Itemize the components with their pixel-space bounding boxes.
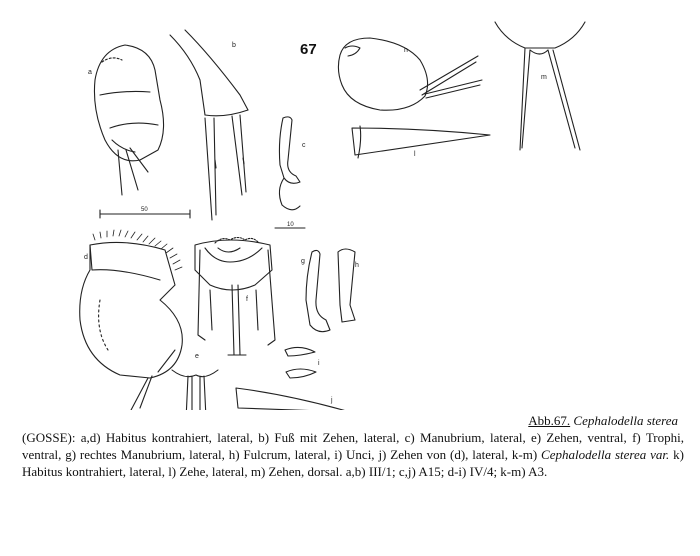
drawing-l-toe [352,126,490,158]
drawing-j-toe [236,388,350,410]
label-a: a [88,69,92,76]
drawing-i-unci [285,347,316,378]
label-f: f [246,296,248,303]
label-i: i [318,360,320,367]
drawing-e-toes [172,370,218,410]
drawing-b-foot [170,30,248,220]
label-b: b [232,42,236,49]
caption-heading [528,412,678,429]
scale-label-50: 50 [141,207,148,213]
drawing-g-manubrium [306,250,330,331]
caption-body [22,429,684,480]
scale-label-10: 10 [287,222,294,228]
label-n: n [404,47,408,54]
label-e: e [195,353,199,360]
label-g: g [301,258,305,265]
label-l: l [414,151,416,158]
label-d: d [84,254,88,261]
drawing-m-toes [495,22,585,150]
drawing-a-habitus [94,45,163,195]
drawing-h-fulcrum [338,249,355,322]
drawing-f-trophi [195,238,275,356]
caption-species-var: Cephalodella sterea var. [541,447,670,462]
label-h: h [355,262,359,269]
label-c: c [302,142,306,149]
figure-ref: Abb.67. [528,413,571,428]
caption-text-1: (GOSSE): a,d) Habitus kontrahiert, lateral, b) Fuß mit Zehen, lateral, c) Manubrium, lateral, e) Zehen, ventral, f) Trophi, ventral, g) rechtes Manubrium, lateral, h) Fulcrum, lateral, i) Unci, j) Zehen von (d), lateral, k-m) [22,430,684,462]
drawing-d-habitus [80,242,183,410]
panel-labels [84,42,547,404]
label-m: m [541,74,547,81]
species-name: Cephalodella sterea [573,413,678,428]
plate-number: 67 [300,41,317,58]
label-j: j [331,397,333,404]
drawing-c-manubrium [275,117,305,228]
drawing-n-habitus [338,38,482,110]
caption-text-2: k) Habitus kontrahiert, lateral, l) Zehe, lateral, m) Zehen, dorsal. a,b) III/1; c,j) A15; d-i) IV/4; k-m) A3. [22,447,684,479]
